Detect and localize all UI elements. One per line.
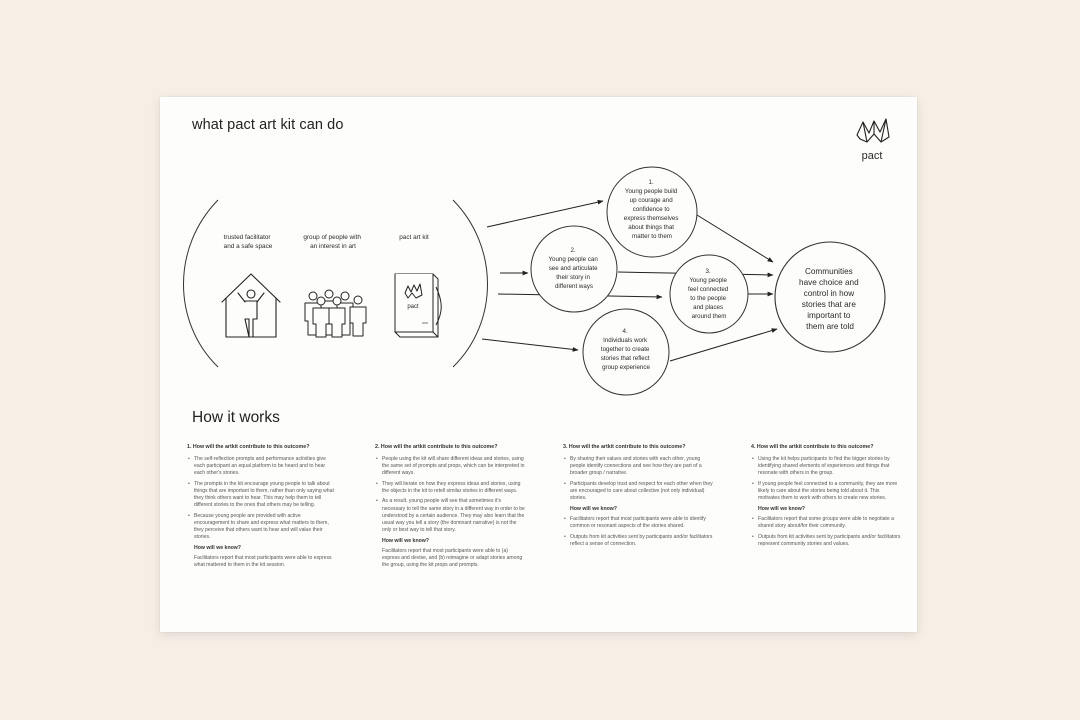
column-heading: 1. How will the artkit contribute to this outcome?: [187, 444, 310, 450]
outcome-1: [607, 167, 697, 257]
know-heading: How will we know?: [194, 545, 241, 552]
outcome-4: [583, 309, 669, 395]
outcome-3: [670, 255, 748, 333]
know-heading: How will we know?: [758, 506, 805, 513]
know-text: Facilitators report that most participants were able to (a) express and devise, and (b) reimagine or adapt stories among the group, using the kit props and prompts.: [382, 547, 523, 569]
column-bullet: • The self-reflection prompts and performance activities give each participant an equal platform to be heard and to hear each other's stories.: [194, 456, 337, 477]
left-bracket: [184, 200, 219, 367]
how-column-1: [187, 444, 337, 569]
know-bullet: • Outputs from kit activities sent by participants and/or facilitators represent community stories and values.: [758, 534, 901, 548]
arrow-to-outcome-4: [482, 339, 578, 350]
column-bullet: • Using the kit helps participants to find the bigger stories by identifying shared elements of experiences and things that resonate with others in the group.: [758, 456, 901, 477]
art-kit-box-icon: [395, 274, 441, 337]
how-column-3: [563, 444, 713, 551]
svg-text:Communities have choic: Communities have choice and control in how stories that are important to them are told: [799, 267, 859, 331]
column-bullet: • Participants develop trust and respect for each other when they are encouraged to care about collective (not only individual) stories.: [570, 481, 713, 502]
outcome-2: [531, 226, 617, 312]
svg-text:2. Young people can: 2. Young people can see and articulate their story in different ways: [548, 247, 598, 290]
input-label-facilitator: trusted facilitator and a safe space: [223, 234, 273, 250]
input-label-group: group of people with an interest in art: [303, 234, 361, 250]
svg-text:1. Young people build: 1. Young people build up courage and confidence to express themselves about things that matter to them: [623, 179, 679, 240]
column-bullet: • Because young people are provided with active encouragement to share and express what matters to them, they perceive that others want to hear and will value their stories.: [194, 513, 337, 541]
svg-text:4. Individuals work: 4. Individuals work together to create stories that reflect group experience: [600, 328, 650, 371]
pact-logo-icon: [857, 119, 889, 162]
column-bullet: • As a result, young people will see that sometimes it's necessary to tell the same story in a different way in order to be understood by a certain audience. They may also learn that the usual way you tell a story (the dominant narrative) is not the only or best way to tell that story.: [382, 498, 525, 533]
poster-title: what pact art kit can do: [192, 117, 344, 133]
know-bullet: • Facilitators report that most participants were able to identify common or resonant aspects of the stories shared.: [570, 516, 713, 530]
know-heading: How will we know?: [570, 506, 617, 513]
arrow-4-to-final: [670, 329, 777, 361]
group-of-people-icon: [305, 290, 366, 337]
column-heading: 3. How will the artkit contribute to this outcome?: [563, 444, 686, 450]
logo-text: pact: [861, 150, 883, 162]
final-outcome: [775, 242, 885, 352]
kit-box-text: pact: [407, 304, 419, 310]
house-with-person-icon: [222, 274, 280, 337]
right-bracket: [453, 200, 488, 367]
know-bullet: • Outputs from kit activities sent by participants and/or facilitators reflect a sense of connection.: [570, 534, 713, 548]
column-bullet: • They will iterate on how they express ideas and stories, using the objects in the kit to retell similar stories in different ways.: [382, 481, 525, 495]
column-heading: 2. How will the artkit contribute to this outcome?: [375, 444, 498, 450]
column-bullet: • People using the kit will share different ideas and stories, using the same set of prompts and props, which can be interpreted in different ways.: [382, 456, 525, 477]
column-bullet: • If young people feel connected to a community, they are more likely to care about the stories being told about it. This motivates them to work with others to create new stories.: [758, 481, 901, 502]
how-column-2: [375, 444, 525, 569]
know-bullet: • Facilitators report that some groups were able to negotiate a shared story about/for their community.: [758, 516, 901, 530]
svg-text:3. Young people: 3. Young people feel connected to the people and places around them: [688, 268, 729, 320]
input-label-kit: pact art kit: [399, 234, 429, 241]
how-column-4: [751, 444, 901, 551]
column-heading: 4. How will the artkit contribute to this outcome?: [751, 444, 874, 450]
column-bullet: • The prompts in the kit encourage young people to talk about things that are important to them, rather than only saying what they think others want to hear. This may help them to tell different stories to the ones that others may be telling.: [194, 481, 337, 509]
know-text: Facilitators report that most participants were able to express what mattered to them in the kit session.: [194, 555, 332, 569]
how-it-works-title: How it works: [192, 409, 280, 426]
column-bullet: • By sharing their values and stories with each other, young people identify connections and see how they are part of a broader group / narrative.: [570, 456, 713, 477]
poster: [160, 97, 917, 632]
know-heading: How will we know?: [382, 537, 429, 544]
arrow-to-outcome-1: [487, 201, 603, 227]
